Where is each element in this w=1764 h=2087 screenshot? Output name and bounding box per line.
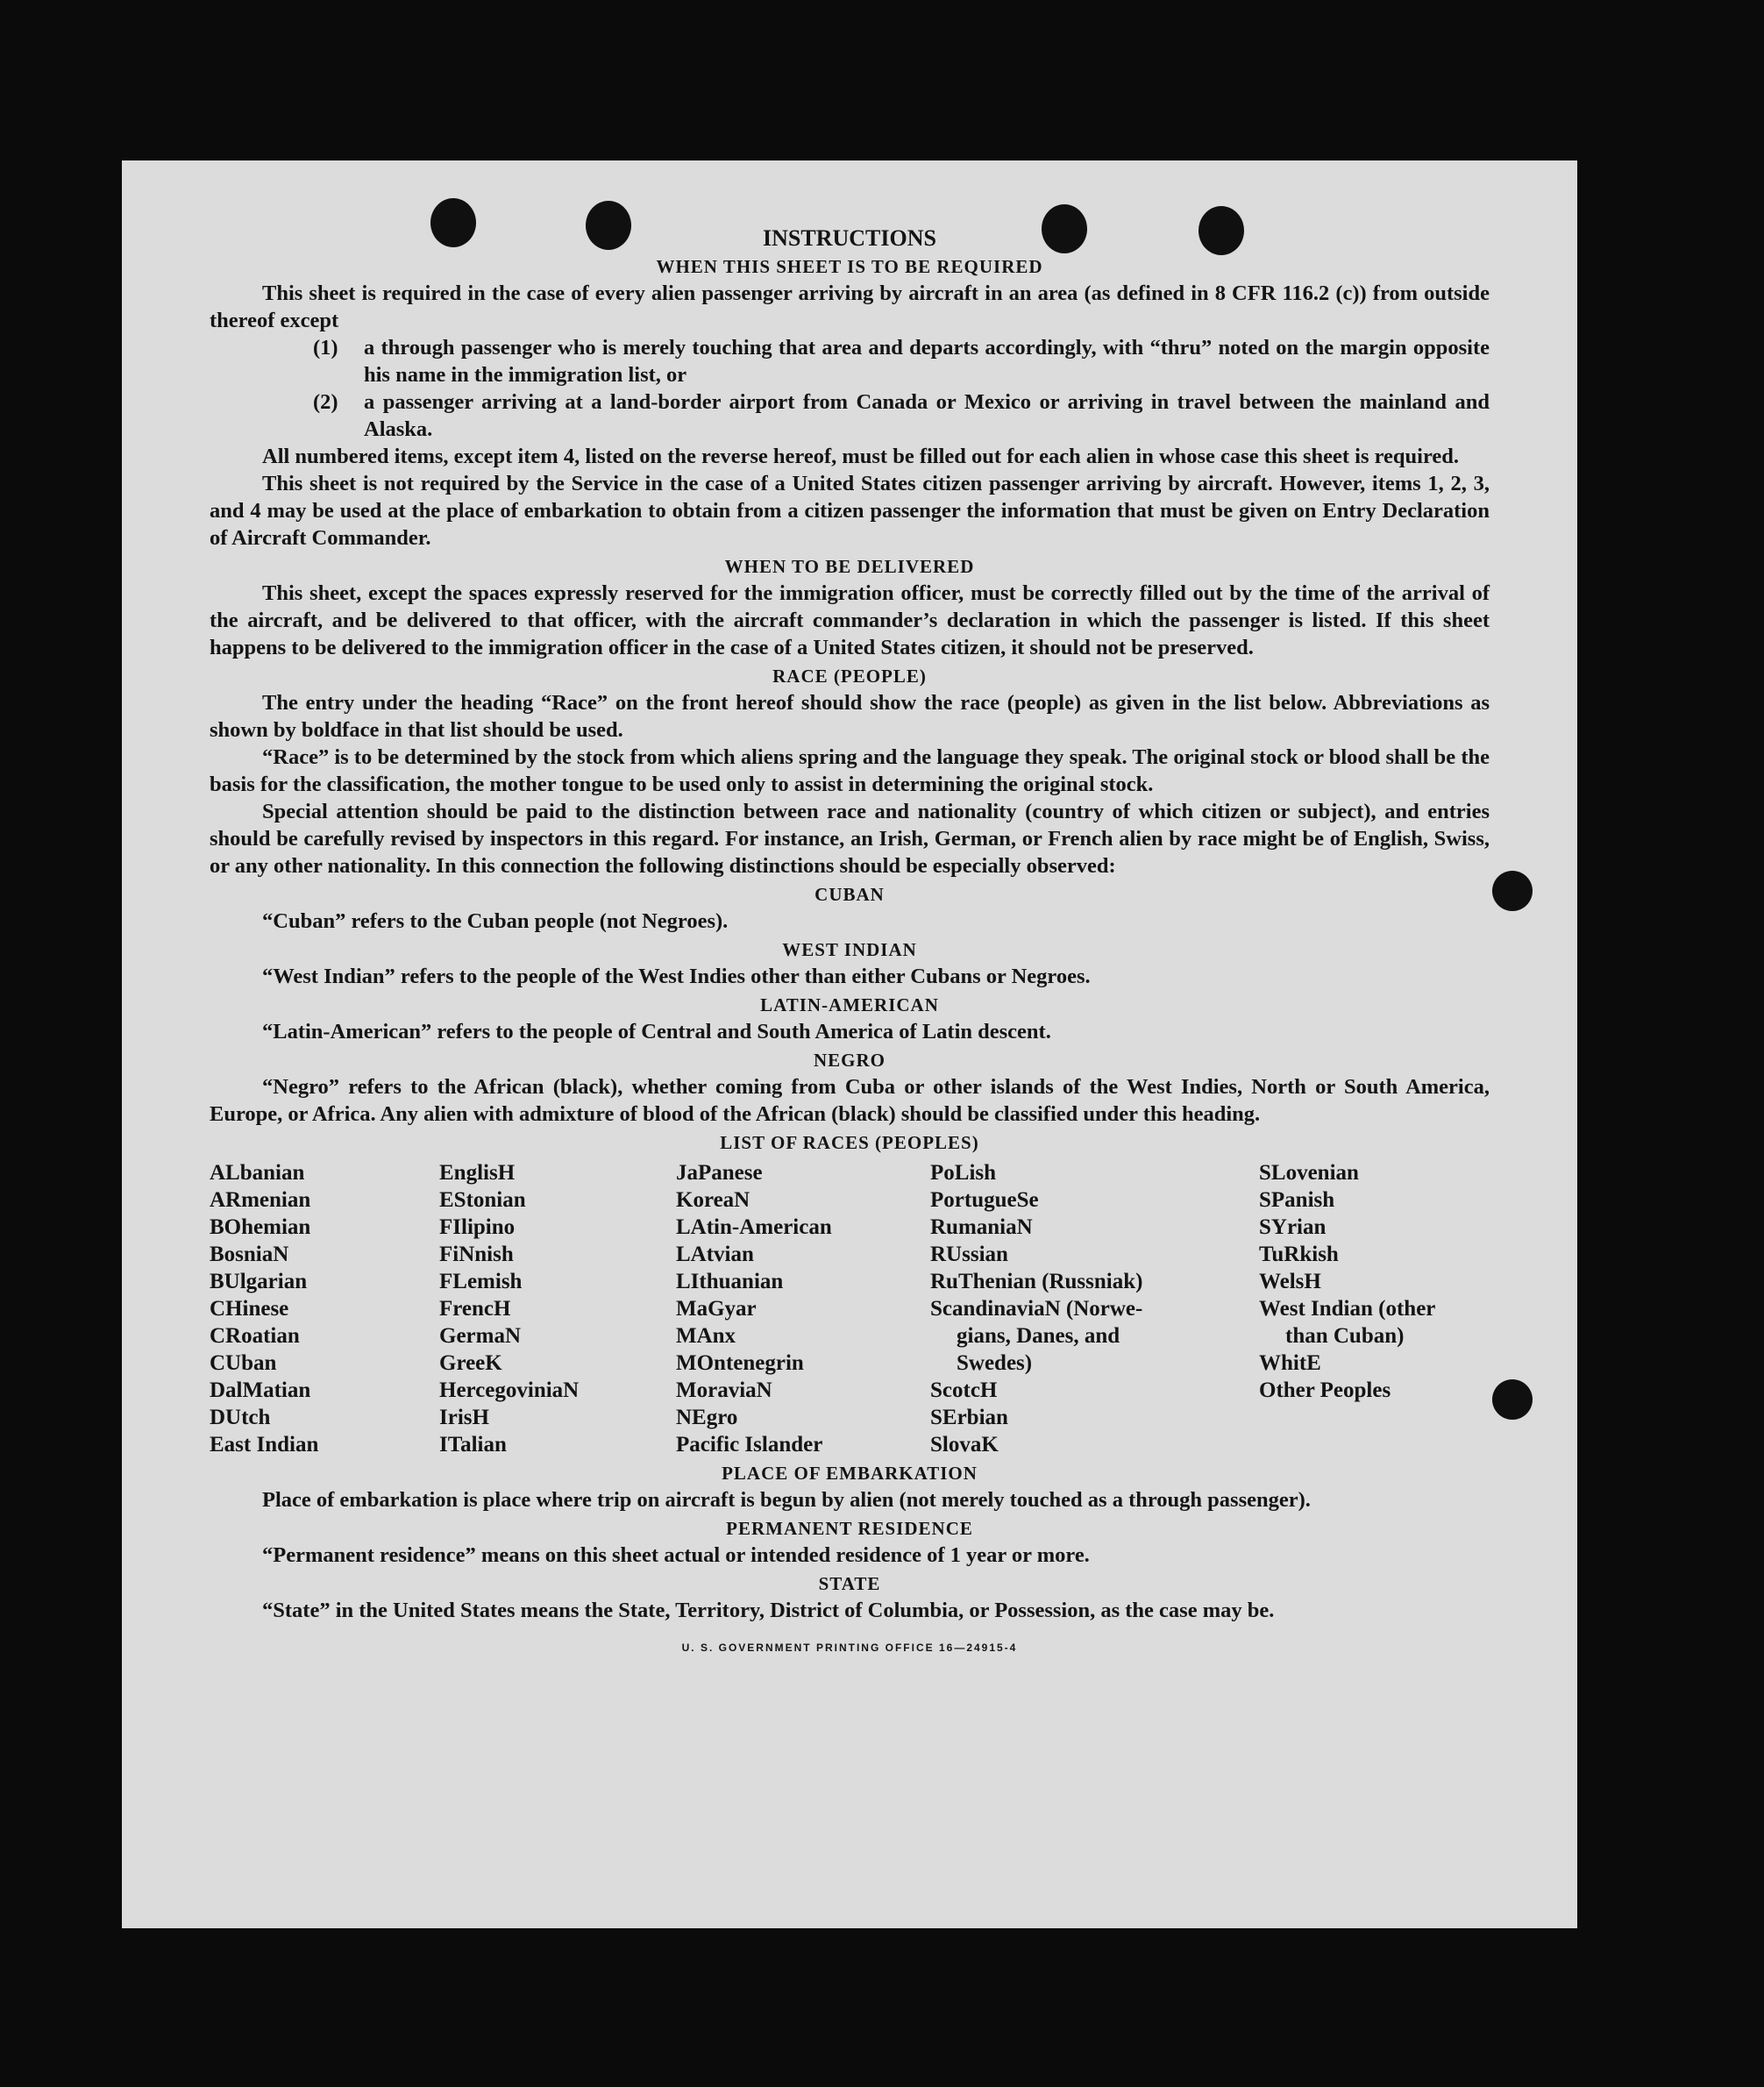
race-item: MAnx (676, 1324, 736, 1348)
exception-item-2 (313, 388, 1490, 443)
race-item: RUssian (930, 1243, 1008, 1266)
race-item: than Cuban) (1285, 1324, 1405, 1348)
section-heading-west-indian: WEST INDIAN (782, 939, 917, 960)
race-item: WhitE (1259, 1351, 1321, 1375)
required-paragraph-2: All numbered items, except item 4, listed on the reverse hereof, must be filled out for each alien in whose case this sheet is required. (262, 445, 1460, 468)
race-item: ScotcH (930, 1378, 998, 1402)
race-item: TuRkish (1259, 1243, 1339, 1266)
section-heading-embarkation: PLACE OF EMBARKATION (722, 1463, 978, 1484)
race-item: ALbanian (210, 1161, 305, 1185)
race-item: gians, Danes, and (957, 1324, 1120, 1348)
section-heading-required: WHEN THIS SHEET IS TO BE REQUIRED (656, 256, 1043, 277)
race-item: JaPanese (676, 1161, 763, 1185)
race-item: LAtvian (676, 1243, 754, 1266)
race-item: SYrian (1259, 1215, 1327, 1239)
race-item: EnglisH (439, 1161, 516, 1185)
race-item: RuThenian (Russniak) (930, 1270, 1143, 1293)
race-item: BosniaN (210, 1243, 289, 1266)
section-heading-residence: PERMANENT RESIDENCE (726, 1518, 973, 1539)
race-item: Other Peoples (1259, 1378, 1391, 1402)
race-item: Swedes) (957, 1351, 1033, 1375)
section-heading-race-list: LIST OF RACES (PEOPLES) (720, 1132, 979, 1153)
printing-office-footer: U. S. GOVERNMENT PRINTING OFFICE 16—24915-4 (681, 1642, 1018, 1654)
west-indian-paragraph: “West Indian” refers to the people of the West Indies other than either Cubans or Negroes. (262, 965, 1091, 988)
race-item: BUlgarian (210, 1270, 308, 1293)
race-list (210, 1159, 1490, 1458)
race-column (930, 1159, 1259, 1458)
latin-american-paragraph: “Latin-American” refers to the people of Central and South America of Latin descent. (262, 1020, 1051, 1044)
race-item: SPanish (1259, 1188, 1335, 1212)
race-item: PortugueSe (930, 1188, 1039, 1212)
race-paragraph-3: Special attention should be paid to the distinction between race and nationality (country of which citizen or subject), and entries should be carefully revised by inspectors in this regard. For instance, an Irish, German, or French alien by race might be of English, Swiss, or any other nationality. In this connection the following distinctions should be especially observed: (210, 800, 1490, 878)
race-item: West Indian (other (1259, 1297, 1436, 1321)
embarkation-paragraph: Place of embarkation is place where trip on aircraft is begun by alien (not merely touched as a through passenger). (262, 1488, 1311, 1512)
exception-item-text: a passenger arriving at a land-border airport from Canada or Mexico or arriving in travel between the mainland and Alaska. (364, 390, 1490, 441)
section-heading-cuban: CUBAN (814, 884, 885, 905)
race-item: EStonian (439, 1188, 526, 1212)
residence-paragraph: “Permanent residence” means on this sheet actual or intended residence of 1 year or more. (262, 1543, 1090, 1567)
race-item: SlovaK (930, 1433, 999, 1457)
form-sheet (122, 160, 1577, 1928)
race-item: BOhemian (210, 1215, 311, 1239)
race-item: KoreaN (676, 1188, 750, 1212)
race-item: GreeK (439, 1351, 502, 1375)
race-item: ITalian (439, 1433, 507, 1457)
race-item: WelsH (1259, 1270, 1321, 1293)
negro-paragraph: “Negro” refers to the African (black), whether coming from Cuba or other islands of the West Indies, North or South America, Europe, or Africa. Any alien with admixture of blood of the African (black) should be classified under this heading. (210, 1075, 1490, 1126)
section-heading-negro: NEGRO (813, 1050, 886, 1071)
race-item: CHinese (210, 1297, 289, 1321)
exception-item-number: (1) (313, 336, 338, 360)
race-item: SErbian (930, 1406, 1008, 1429)
race-item: MaGyar (676, 1297, 757, 1321)
race-column (210, 1159, 439, 1458)
race-item: CUban (210, 1351, 277, 1375)
race-item: PoLish (930, 1161, 997, 1185)
state-paragraph: “State” in the United States means the State, Territory, District of Columbia, or Possession, as the case may be. (262, 1599, 1275, 1622)
race-item: ScandinaviaN (Norwe- (930, 1297, 1143, 1321)
exception-item-1 (313, 334, 1490, 388)
race-item: FrencH (439, 1297, 511, 1321)
section-heading-delivered: WHEN TO BE DELIVERED (724, 556, 975, 577)
race-column (1259, 1159, 1487, 1458)
race-item: FIlipino (439, 1215, 516, 1239)
race-item: FLemish (439, 1270, 523, 1293)
race-column (439, 1159, 676, 1458)
delivered-paragraph: This sheet, except the spaces expressly reserved for the immigration officer, must be correctly filled out by the time of the arrival of the aircraft, and be delivered to that officer, with the aircraft commander’s declaration in which the passenger is listed. If this sheet happens to be delivered to the immigration officer in the case of a United States citizen, it should not be preserved. (210, 581, 1490, 659)
race-item: CRoatian (210, 1324, 300, 1348)
race-item: ARmenian (210, 1188, 311, 1212)
race-item: East Indian (210, 1433, 319, 1457)
race-item: Pacific Islander (676, 1433, 823, 1457)
race-item: RumaniaN (930, 1215, 1033, 1239)
exception-item-number: (2) (313, 390, 338, 414)
race-item: LAtin-American (676, 1215, 832, 1239)
required-paragraph-1: This sheet is required in the case of every alien passenger arriving by aircraft in an area (as defined in 8 CFR 116.2 (c)) from outside thereof except (210, 281, 1490, 332)
race-column (676, 1159, 930, 1458)
instructions-content (210, 224, 1490, 1654)
race-item: GermaN (439, 1324, 522, 1348)
race-item: MoraviaN (676, 1378, 772, 1402)
race-item: IrisH (439, 1406, 489, 1429)
exception-item-text: a through passenger who is merely touching that area and departs accordingly, with “thru” noted on the margin opposite his name in the immigration list, or (364, 336, 1490, 387)
section-heading-latin-american: LATIN-AMERICAN (760, 994, 939, 1015)
race-paragraph-2: “Race” is to be determined by the stock from which aliens spring and the language they speak. The original stock or blood shall be the basis for the classification, the mother tongue to be used only to assist in determining the original stock. (210, 745, 1490, 796)
race-item: SLovenian (1259, 1161, 1359, 1185)
section-heading-race: RACE (PEOPLE) (772, 666, 927, 687)
race-item: NEgro (676, 1406, 738, 1429)
required-paragraph-3: This sheet is not required by the Service in the case of a United States citizen passenger arriving by aircraft. However, items 1, 2, 3, and 4 may be used at the place of embarkation to obtain from a citizen passenger the information that must be given on Entry Declaration of Aircraft Commander. (210, 472, 1490, 550)
cuban-paragraph: “Cuban” refers to the Cuban people (not Negroes). (262, 909, 729, 933)
race-item: FiNnish (439, 1243, 514, 1266)
race-item: LIthuanian (676, 1270, 784, 1293)
section-heading-state: STATE (818, 1573, 881, 1594)
punch-hole (1492, 871, 1533, 911)
race-item: DalMatian (210, 1378, 311, 1402)
race-item: DUtch (210, 1406, 271, 1429)
page-title: INSTRUCTIONS (763, 225, 936, 251)
race-paragraph-1: The entry under the heading “Race” on the front hereof should show the race (people) as given in the list below. Abbreviations as shown by boldface in that list should be used. (210, 691, 1490, 742)
punch-hole (1492, 1379, 1533, 1420)
race-item: MOntenegrin (676, 1351, 804, 1375)
race-item: HercegoviniaN (439, 1378, 580, 1402)
